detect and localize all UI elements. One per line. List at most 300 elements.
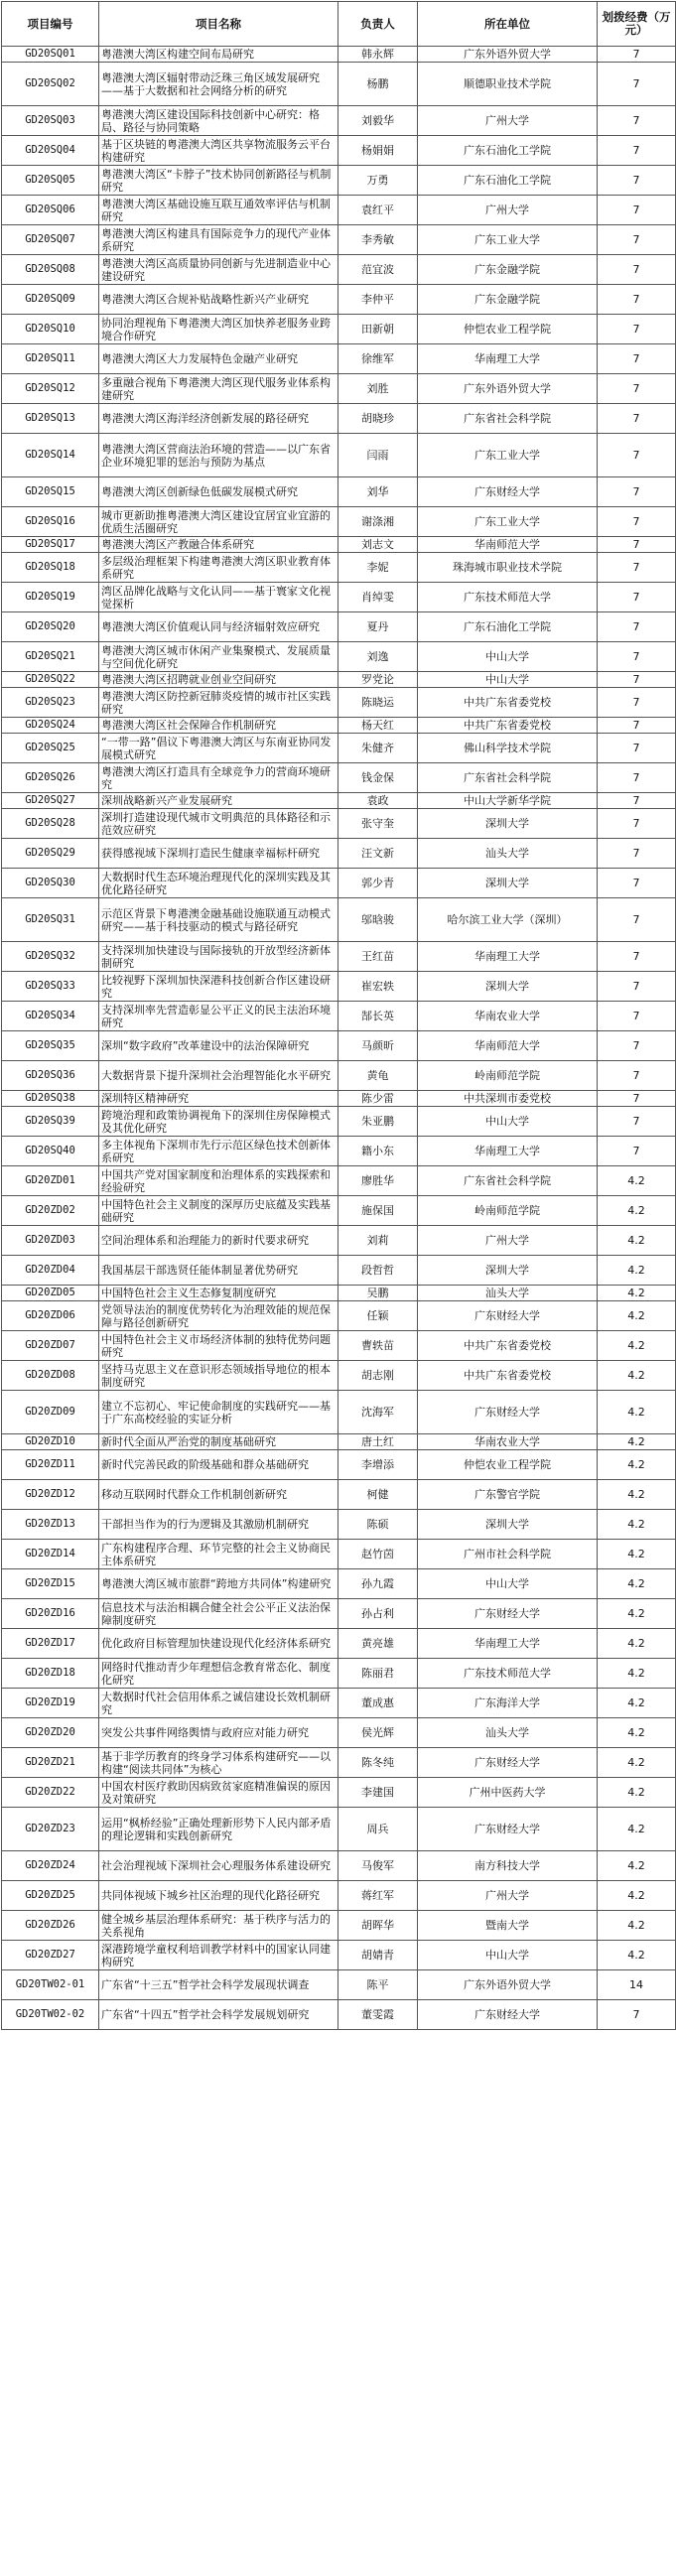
project-leader: 张守奎 [338, 809, 418, 839]
project-code: GD20SQ38 [2, 1091, 99, 1107]
project-name: 中国共产党对国家制度和治理体系的实践探索和经验研究 [99, 1166, 338, 1196]
table-row [2, 1061, 676, 1091]
project-code: GD20ZD20 [2, 1718, 99, 1748]
table-row [2, 1166, 676, 1196]
project-name: 粤港澳大湾区海洋经济创新发展的路径研究 [99, 404, 338, 434]
project-name: 粤港澳大湾区基础设施互联互通效率评估与机制研究 [99, 196, 338, 225]
table-row [2, 942, 676, 972]
project-code: GD20SQ33 [2, 972, 99, 1002]
project-funding: 7 [598, 972, 676, 1002]
project-leader: 陈少雷 [338, 1091, 418, 1107]
project-funding: 4.2 [598, 1450, 676, 1480]
project-code: GD20SQ32 [2, 942, 99, 972]
project-name: 粤港澳大湾区建设国际科技创新中心研究：格局、路径与协同策略 [99, 106, 338, 136]
project-unit: 中山大学新华学院 [418, 793, 598, 809]
project-name: 示范区背景下粤港澳金融基础设施联通互动模式研究——基于科技驱动的模式与路径研究 [99, 898, 338, 942]
project-name: 粤港澳大湾区防控新冠肺炎疫情的城市社区实践研究 [99, 688, 338, 718]
project-funding: 4.2 [598, 1480, 676, 1510]
project-code: GD20ZD25 [2, 1881, 99, 1911]
project-name: 网络时代推动青少年理想信念教育常态化、制度化研究 [99, 1659, 338, 1689]
project-unit: 广东财经大学 [418, 1391, 598, 1434]
project-unit: 广东省社会科学院 [418, 404, 598, 434]
table-row [2, 1450, 676, 1480]
table-row [2, 225, 676, 255]
project-code: GD20SQ03 [2, 106, 99, 136]
project-unit: 广东外语外贸大学 [418, 47, 598, 63]
project-funding: 7 [598, 1061, 676, 1091]
project-funding: 7 [598, 166, 676, 196]
project-leader: 陈平 [338, 1970, 418, 2000]
project-funding: 4.2 [598, 1226, 676, 1256]
table-row [2, 1031, 676, 1061]
project-name: 大数据背景下提升深圳社会治理智能化水平研究 [99, 1061, 338, 1091]
project-leader: 胡晓珍 [338, 404, 418, 434]
project-name: 社会治理视域下深圳社会心理服务体系建设研究 [99, 1851, 338, 1881]
project-code: GD20ZD01 [2, 1166, 99, 1196]
project-unit: 暨南大学 [418, 1911, 598, 1941]
project-name: 粤港澳大湾区构建空间布局研究 [99, 47, 338, 63]
table-row [2, 553, 676, 583]
project-name: 粤港澳大湾区辐射带动泛珠三角区域发展研究——基于大数据和社会网络分析的研究 [99, 63, 338, 106]
project-funding: 7 [598, 106, 676, 136]
project-unit: 广东财经大学 [418, 1301, 598, 1331]
project-code: GD20SQ13 [2, 404, 99, 434]
table-row [2, 1718, 676, 1748]
project-code: GD20ZD11 [2, 1450, 99, 1480]
project-code: GD20SQ36 [2, 1061, 99, 1091]
project-leader: 李仲平 [338, 285, 418, 315]
project-funding: 7 [598, 809, 676, 839]
table-row [2, 1286, 676, 1301]
table-row [2, 869, 676, 898]
project-code: GD20SQ22 [2, 672, 99, 688]
project-leader: 施保国 [338, 1196, 418, 1226]
project-funding: 7 [598, 839, 676, 869]
table-row [2, 688, 676, 718]
project-unit: 汕头大学 [418, 1718, 598, 1748]
project-code: GD20ZD08 [2, 1361, 99, 1391]
project-funding: 4.2 [598, 1599, 676, 1629]
project-funding: 7 [598, 507, 676, 537]
project-code: GD20SQ21 [2, 642, 99, 672]
project-unit: 中共深圳市委党校 [418, 1091, 598, 1107]
project-unit: 广东财经大学 [418, 477, 598, 507]
table-row [2, 1941, 676, 1970]
project-code: GD20ZD09 [2, 1391, 99, 1434]
table-row [2, 106, 676, 136]
project-leader: 袁红平 [338, 196, 418, 225]
project-name: 粤港澳大湾区城市旅群“跨地方共同体”构建研究 [99, 1569, 338, 1599]
project-code: GD20ZD13 [2, 1510, 99, 1540]
project-leader: 蒋红军 [338, 1881, 418, 1911]
table-row [2, 718, 676, 734]
table-row [2, 1778, 676, 1808]
table-body [2, 47, 676, 2030]
project-funding: 4.2 [598, 1569, 676, 1599]
project-funding: 4.2 [598, 1778, 676, 1808]
project-leader: 孙九霞 [338, 1569, 418, 1599]
table-row [2, 1569, 676, 1599]
project-funding: 7 [598, 537, 676, 553]
project-name: 空间治理体系和治理能力的新时代要求研究 [99, 1226, 338, 1256]
project-funding: 7 [598, 1137, 676, 1166]
table-row [2, 1107, 676, 1137]
header-unit: 所在单位 [418, 2, 598, 47]
project-leader: 唐土红 [338, 1434, 418, 1450]
project-funding: 4.2 [598, 1629, 676, 1659]
table-row [2, 1137, 676, 1166]
project-unit: 华南师范大学 [418, 1031, 598, 1061]
project-funding: 7 [598, 477, 676, 507]
project-code: GD20SQ05 [2, 166, 99, 196]
project-unit: 岭南师范学院 [418, 1061, 598, 1091]
project-unit: 华南农业大学 [418, 1434, 598, 1450]
project-name: 干部担当作为的行为逻辑及其激励机制研究 [99, 1510, 338, 1540]
project-funding: 7 [598, 718, 676, 734]
project-leader: 钱金保 [338, 763, 418, 793]
project-unit: 中共广东省委党校 [418, 1361, 598, 1391]
project-leader: 杨鹏 [338, 63, 418, 106]
project-leader: 董成惠 [338, 1689, 418, 1718]
project-code: GD20ZD27 [2, 1941, 99, 1970]
project-leader: 黄龟 [338, 1061, 418, 1091]
project-unit: 岭南师范学院 [418, 1196, 598, 1226]
project-name: 健全城乡基层治理体系研究：基于秩序与活力的关系视角 [99, 1911, 338, 1941]
project-funding: 4.2 [598, 1301, 676, 1331]
table-row [2, 672, 676, 688]
project-unit: 中共广东省委党校 [418, 688, 598, 718]
project-unit: 广东省社会科学院 [418, 1166, 598, 1196]
project-name: 深圳战略新兴产业发展研究 [99, 793, 338, 809]
project-funding: 4.2 [598, 1510, 676, 1540]
project-leader: 杨天红 [338, 718, 418, 734]
project-unit: 深圳大学 [418, 972, 598, 1002]
table-row [2, 1970, 676, 2000]
project-unit: 广东技术师范大学 [418, 583, 598, 612]
project-leader: 廖胜华 [338, 1166, 418, 1196]
project-funding: 4.2 [598, 1851, 676, 1881]
project-name: 中国农村医疗救助因病致贫家庭精准偏误的原因及对策研究 [99, 1778, 338, 1808]
project-unit: 深圳大学 [418, 809, 598, 839]
project-leader: 朱亚鹏 [338, 1107, 418, 1137]
project-name: 粤港澳大湾区“卡脖子”技术协同创新路径与机制研究 [99, 166, 338, 196]
project-code: GD20SQ17 [2, 537, 99, 553]
project-code: GD20SQ40 [2, 1137, 99, 1166]
table-row [2, 898, 676, 942]
project-funding: 4.2 [598, 1808, 676, 1851]
table-row [2, 2000, 676, 2030]
project-unit: 南方科技大学 [418, 1851, 598, 1881]
table-row [2, 315, 676, 344]
project-unit: 汕头大学 [418, 839, 598, 869]
project-code: GD20SQ11 [2, 344, 99, 374]
project-unit: 广东财经大学 [418, 1599, 598, 1629]
project-unit: 华南理工大学 [418, 344, 598, 374]
project-leader: 肖绰雯 [338, 583, 418, 612]
project-code: GD20ZD02 [2, 1196, 99, 1226]
project-funding: 4.2 [598, 1391, 676, 1434]
project-unit: 中山大学 [418, 1107, 598, 1137]
table-row [2, 763, 676, 793]
table-row [2, 63, 676, 106]
project-code: GD20SQ10 [2, 315, 99, 344]
project-unit: 广东石油化工学院 [418, 166, 598, 196]
project-funding: 4.2 [598, 1718, 676, 1748]
project-code: GD20SQ14 [2, 434, 99, 477]
project-unit: 中山大学 [418, 1569, 598, 1599]
project-funding: 7 [598, 255, 676, 285]
project-unit: 中共广东省委党校 [418, 1331, 598, 1361]
project-code: GD20ZD26 [2, 1911, 99, 1941]
table-row [2, 166, 676, 196]
project-code: GD20SQ25 [2, 734, 99, 763]
project-name: 协同治理视角下粤港澳大湾区加快养老服务业跨境合作研究 [99, 315, 338, 344]
project-leader: 王红苗 [338, 942, 418, 972]
project-leader: 胡晖华 [338, 1911, 418, 1941]
project-unit: 华南理工大学 [418, 942, 598, 972]
project-name: 粤港澳大湾区城市休闲产业集聚模式、发展质量与空间优化研究 [99, 642, 338, 672]
project-name: 多层级治理框架下构建粤港澳大湾区职业教育体系研究 [99, 553, 338, 583]
project-code: GD20ZD18 [2, 1659, 99, 1689]
project-name: 广东构建程序合理、环节完整的社会主义协商民主体系研究 [99, 1540, 338, 1569]
project-name: 粤港澳大湾区打造具有全球竞争力的营商环境研究 [99, 763, 338, 793]
project-leader: 夏丹 [338, 612, 418, 642]
project-leader: 刘莉 [338, 1226, 418, 1256]
project-funding: 7 [598, 734, 676, 763]
project-leader: 沈海军 [338, 1391, 418, 1434]
project-funding: 4.2 [598, 1166, 676, 1196]
project-leader: 马颜昕 [338, 1031, 418, 1061]
project-unit: 广东警官学院 [418, 1480, 598, 1510]
project-name: 中国特色社会主义制度的深厚历史底蕴及实践基础研究 [99, 1196, 338, 1226]
project-unit: 汕头大学 [418, 1286, 598, 1301]
project-funding: 7 [598, 898, 676, 942]
project-unit: 深圳大学 [418, 1256, 598, 1286]
project-name: “一带一路”倡议下粤港澳大湾区与东南亚协同发展模式研究 [99, 734, 338, 763]
project-leader: 李秀敏 [338, 225, 418, 255]
project-name: 坚持马克思主义在意识形态领域指导地位的根本制度研究 [99, 1361, 338, 1391]
project-unit: 深圳大学 [418, 869, 598, 898]
table-row [2, 1808, 676, 1851]
project-leader: 周兵 [338, 1808, 418, 1851]
project-funding: 7 [598, 553, 676, 583]
table-row [2, 583, 676, 612]
project-name: 新时代全面从严治党的制度基础研究 [99, 1434, 338, 1450]
project-code: GD20ZD07 [2, 1331, 99, 1361]
project-funding: 7 [598, 344, 676, 374]
project-leader: 邬晗骏 [338, 898, 418, 942]
project-name: 粤港澳大湾区产教融合体系研究 [99, 537, 338, 553]
project-name: 粤港澳大湾区创新绿色低碳发展模式研究 [99, 477, 338, 507]
table-row [2, 1226, 676, 1256]
table-row [2, 734, 676, 763]
project-code: GD20ZD03 [2, 1226, 99, 1256]
table-row [2, 344, 676, 374]
project-code: GD20SQ24 [2, 718, 99, 734]
project-code: GD20SQ23 [2, 688, 99, 718]
table-row [2, 1851, 676, 1881]
project-unit: 广东工业大学 [418, 225, 598, 255]
project-funding: 4.2 [598, 1748, 676, 1778]
project-code: GD20SQ30 [2, 869, 99, 898]
project-code: GD20SQ02 [2, 63, 99, 106]
header-row [2, 2, 676, 47]
project-name: 基于区块链的粤港澳大湾区共享物流服务云平台构建研究 [99, 136, 338, 166]
table-row [2, 537, 676, 553]
table-row [2, 793, 676, 809]
table-row [2, 285, 676, 315]
project-funding: 7 [598, 404, 676, 434]
project-unit: 广州大学 [418, 106, 598, 136]
table-row [2, 1629, 676, 1659]
project-leader: 陈硕 [338, 1510, 418, 1540]
project-funding: 4.2 [598, 1881, 676, 1911]
project-code: GD20SQ31 [2, 898, 99, 942]
project-code: GD20ZD24 [2, 1851, 99, 1881]
project-leader: 袁政 [338, 793, 418, 809]
project-code: GD20SQ08 [2, 255, 99, 285]
project-unit: 哈尔滨工业大学（深圳） [418, 898, 598, 942]
table-row [2, 1881, 676, 1911]
project-leader: 谢涤湘 [338, 507, 418, 537]
header-name: 项目名称 [99, 2, 338, 47]
project-code: GD20SQ19 [2, 583, 99, 612]
table-row [2, 1911, 676, 1941]
project-name: 移动互联网时代群众工作机制创新研究 [99, 1480, 338, 1510]
project-funding: 7 [598, 1091, 676, 1107]
project-code: GD20SQ01 [2, 47, 99, 63]
project-funding: 7 [598, 196, 676, 225]
project-leader: 任颖 [338, 1301, 418, 1331]
project-leader: 黄亮雄 [338, 1629, 418, 1659]
project-name: 基于非学历教育的终身学习体系构建研究——以构建“阅读共同体”为核心 [99, 1748, 338, 1778]
table-row [2, 374, 676, 404]
project-unit: 仲恺农业工程学院 [418, 1450, 598, 1480]
table-row [2, 1002, 676, 1031]
project-funding: 4.2 [598, 1361, 676, 1391]
project-name: 支持深圳率先营造彰显公平正义的民主法治环境研究 [99, 1002, 338, 1031]
table-row [2, 1480, 676, 1510]
project-name: 深港跨境学童权利培训教学材料中的国家认同建构研究 [99, 1941, 338, 1970]
project-code: GD20TW02-02 [2, 2000, 99, 2030]
project-funding: 7 [598, 315, 676, 344]
project-code: GD20SQ26 [2, 763, 99, 793]
project-unit: 广东金融学院 [418, 255, 598, 285]
project-leader: 刘逸 [338, 642, 418, 672]
project-funding: 7 [598, 285, 676, 315]
project-leader: 段哲哲 [338, 1256, 418, 1286]
table-row [2, 1434, 676, 1450]
project-code: GD20ZD16 [2, 1599, 99, 1629]
project-name: 粤港澳大湾区大力发展特色金融产业研究 [99, 344, 338, 374]
project-unit: 广州大学 [418, 1226, 598, 1256]
project-code: GD20SQ20 [2, 612, 99, 642]
project-funding: 4.2 [598, 1659, 676, 1689]
project-code: GD20SQ16 [2, 507, 99, 537]
project-leader: 郭少青 [338, 869, 418, 898]
project-leader: 孙占利 [338, 1599, 418, 1629]
project-leader: 胡婧青 [338, 1941, 418, 1970]
project-leader: 汪文新 [338, 839, 418, 869]
project-unit: 华南农业大学 [418, 1002, 598, 1031]
project-unit: 华南理工大学 [418, 1137, 598, 1166]
project-code: GD20SQ12 [2, 374, 99, 404]
table-row [2, 839, 676, 869]
project-unit: 华南理工大学 [418, 1629, 598, 1659]
project-leader: 徐维军 [338, 344, 418, 374]
project-funding: 4.2 [598, 1689, 676, 1718]
project-code: GD20ZD10 [2, 1434, 99, 1450]
table-row [2, 434, 676, 477]
project-code: GD20ZD06 [2, 1301, 99, 1331]
project-leader: 闫雨 [338, 434, 418, 477]
project-name: 突发公共事件网络舆情与政府应对能力研究 [99, 1718, 338, 1748]
table-row [2, 1540, 676, 1569]
project-unit: 广东财经大学 [418, 1748, 598, 1778]
project-name: 多主体视角下深圳市先行示范区绿色技术创新体系研究 [99, 1137, 338, 1166]
project-unit: 珠海城市职业技术学院 [418, 553, 598, 583]
project-funding: 14 [598, 1970, 676, 2000]
project-code: GD20ZD12 [2, 1480, 99, 1510]
project-unit: 广东石油化工学院 [418, 612, 598, 642]
project-unit: 广东工业大学 [418, 434, 598, 477]
project-name: 优化政府目标管理加快建设现代化经济体系研究 [99, 1629, 338, 1659]
project-code: GD20ZD15 [2, 1569, 99, 1599]
project-unit: 广东财经大学 [418, 1808, 598, 1851]
project-unit: 广东技术师范大学 [418, 1659, 598, 1689]
project-unit: 广州大学 [418, 1881, 598, 1911]
project-leader: 刘胜 [338, 374, 418, 404]
project-leader: 胡志刚 [338, 1361, 418, 1391]
project-code: GD20SQ09 [2, 285, 99, 315]
project-leader: 田新朝 [338, 315, 418, 344]
project-funding: 4.2 [598, 1941, 676, 1970]
project-unit: 中山大学 [418, 1941, 598, 1970]
project-funding: 4.2 [598, 1434, 676, 1450]
project-leader: 籍小东 [338, 1137, 418, 1166]
project-leader: 万勇 [338, 166, 418, 196]
project-leader: 马俊军 [338, 1851, 418, 1881]
project-name: 获得感视域下深圳打造民生健康幸福标杆研究 [99, 839, 338, 869]
project-name: 新时代完善民政的阶级基础和群众基础研究 [99, 1450, 338, 1480]
project-leader: 陈冬纯 [338, 1748, 418, 1778]
project-funding: 7 [598, 1002, 676, 1031]
table-row [2, 1256, 676, 1286]
project-unit: 仲恺农业工程学院 [418, 315, 598, 344]
project-funding: 4.2 [598, 1256, 676, 1286]
table-row [2, 1361, 676, 1391]
project-name: 运用“枫桥经验”正确处理新形势下人民内部矛盾的理论逻辑和实践创新研究 [99, 1808, 338, 1851]
project-table [1, 1, 676, 2030]
project-funding: 4.2 [598, 1331, 676, 1361]
project-code: GD20SQ07 [2, 225, 99, 255]
project-funding: 7 [598, 642, 676, 672]
project-name: 跨境治理和政策协调视角下的深圳住房保障模式及其优化研究 [99, 1107, 338, 1137]
project-leader: 柯健 [338, 1480, 418, 1510]
project-unit: 广东省社会科学院 [418, 763, 598, 793]
table-row [2, 642, 676, 672]
project-unit: 中山大学 [418, 642, 598, 672]
project-leader: 李妮 [338, 553, 418, 583]
project-funding: 7 [598, 869, 676, 898]
project-funding: 7 [598, 1031, 676, 1061]
project-leader: 刘志文 [338, 537, 418, 553]
project-leader: 曹轶苗 [338, 1331, 418, 1361]
project-leader: 朱健齐 [338, 734, 418, 763]
project-name: 中国特色社会主义市场经济体制的独特优势问题研究 [99, 1331, 338, 1361]
project-funding: 4.2 [598, 1911, 676, 1941]
project-funding: 7 [598, 672, 676, 688]
